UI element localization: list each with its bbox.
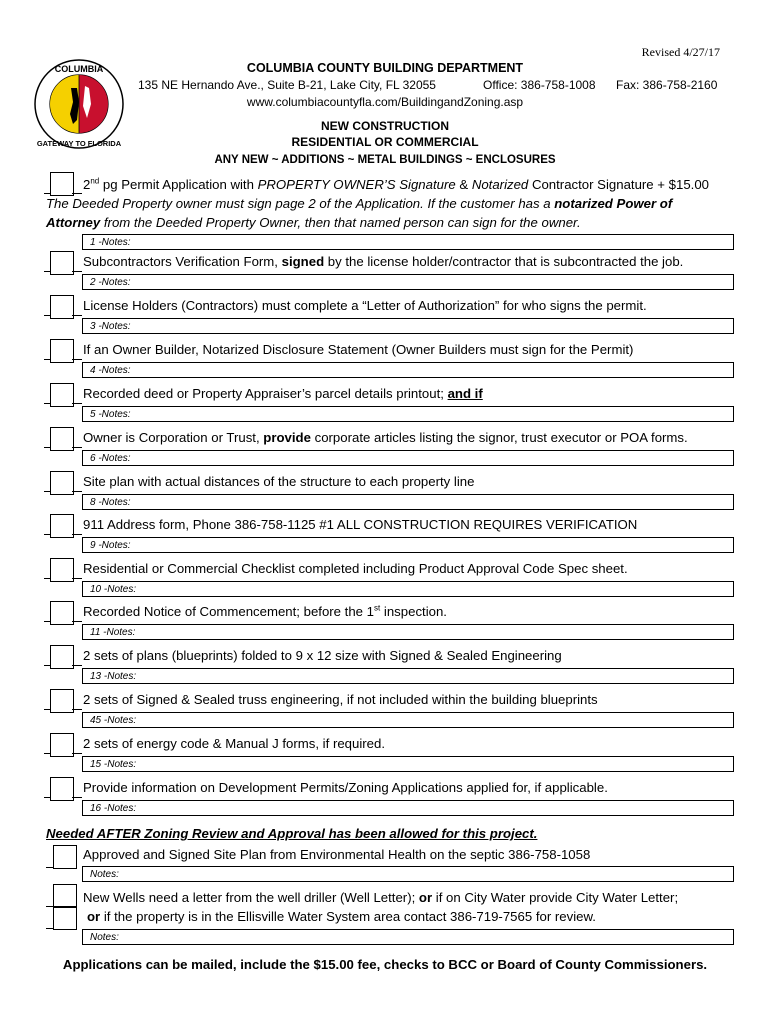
form-title: NEW CONSTRUCTION [321,119,449,133]
item-14-text: Provide information on Development Permits/Zoning Applications applied for, if applicable. [83,780,608,795]
item-2-text: Subcontractors Verification Form, signed by the license holder/contractor that is subcontracted the job. [83,254,684,269]
notes-field-5[interactable]: 5 -Notes: [82,406,734,422]
checkbox-item-7[interactable] [50,471,74,495]
notes-field-9[interactable]: 10 -Notes: [82,581,734,597]
notes-field-10[interactable]: 11 -Notes: [82,624,734,640]
divider [44,403,50,404]
divider [72,797,82,798]
divider [72,491,82,492]
divider [72,621,82,622]
checkbox-item-12[interactable] [50,689,74,713]
svg-text:GATEWAY TO FLORIDA: GATEWAY TO FLORIDA [36,139,122,148]
checkbox-item-8[interactable] [50,514,74,538]
notes-field-11[interactable]: 13 -Notes: [82,668,734,684]
divider [72,359,82,360]
notes-field-6[interactable]: 6 -Notes: [82,450,734,466]
office-phone: Office: 386-758-1008 [483,78,596,92]
item-10-text: Recorded Notice of Commencement; before the 1st inspection. [83,603,447,619]
item-11-text: 2 sets of plans (blueprints) folded to 9 x 12 size with Signed & Sealed Engineering [83,648,562,663]
divider [44,491,50,492]
notes-field-14[interactable]: 16 -Notes: [82,800,734,816]
divider [44,447,50,448]
checkbox-item-6[interactable] [50,427,74,451]
checkbox-item-14[interactable] [50,777,74,801]
checkbox-item-3[interactable] [50,295,74,319]
address: 135 NE Hernando Ave., Suite B-21, Lake City, FL 32055 [138,78,436,92]
divider [72,271,82,272]
item-3-text: License Holders (Contractors) must complete a “Letter of Authorization” for who signs the permit. [83,298,647,313]
divider [44,753,50,754]
divider [72,534,82,535]
checkbox-item-13[interactable] [50,733,74,757]
checkbox-item-9[interactable] [50,558,74,582]
divider [46,867,53,868]
item-4-text: If an Owner Builder, Notarized Disclosure Statement (Owner Builders must sign for the Permit) [83,342,634,357]
form-scope: ANY NEW ~ ADDITIONS ~ METAL BUILDINGS ~ ENCLOSURES [214,154,556,166]
notes-field-13[interactable]: 15 -Notes: [82,756,734,772]
notes-field-7[interactable]: 8 -Notes: [82,494,734,510]
divider [44,665,50,666]
checkbox-item-2[interactable] [50,251,74,275]
item-9-text: Residential or Commercial Checklist completed including Product Approval Code Spec sheet. [83,561,628,576]
notes-field-12[interactable]: 45 -Notes: [82,712,734,728]
divider [72,315,82,316]
divider [44,709,50,710]
notes-field-3[interactable]: 3 -Notes: [82,318,734,334]
divider [44,534,50,535]
notes-field-1[interactable]: 1 -Notes: [82,234,734,250]
address-line [138,78,738,92]
divider [72,447,82,448]
form-subtitle: RESIDENTIAL OR COMMERCIAL [291,135,479,149]
divider [72,709,82,710]
divider [44,271,50,272]
divider [72,403,82,404]
checkbox-item-5[interactable] [50,383,74,407]
ellisville-text: or if the property is in the Ellisville Water System area contact 386-719-7565 for review. [87,909,596,924]
divider [44,578,50,579]
section-heading: Needed AFTER Zoning Review and Approval has been allowed for this project. [46,826,538,841]
divider [44,359,50,360]
item-6-text: Owner is Corporation or Trust, provide corporate articles listing the signor, trust executor or POA forms. [83,430,688,445]
notes-field-2[interactable]: 2 -Notes: [82,274,734,290]
divider [46,906,53,907]
item-7-text: Site plan with actual distances of the structure to each property line [83,474,475,489]
footer-instructions: Applications can be mailed, include the $15.00 fee, checks to BCC or Board of County Commissioners. [62,957,708,972]
notes-field-8[interactable]: 9 -Notes: [82,537,734,553]
checkbox-item-11[interactable] [50,645,74,669]
divider [72,665,82,666]
divider [44,797,50,798]
notes-field-4[interactable]: 4 -Notes: [82,362,734,378]
checkbox-item-1[interactable] [50,172,74,196]
item-1-text: 2nd pg Permit Application with PROPERTY OWNER’S Signature & Notarized Contractor Signature + $15.00 [83,176,709,192]
item-13-text: 2 sets of energy code & Manual J forms, if required. [83,736,385,751]
checkbox-item-4[interactable] [50,339,74,363]
divider [46,928,53,929]
divider [72,753,82,754]
notes-field-septic[interactable]: Notes: [82,866,734,882]
checkbox-item-10[interactable] [50,601,74,625]
divider [44,621,50,622]
item-5-text: Recorded deed or Property Appraiser’s parcel details printout; and if [83,386,483,401]
website-link[interactable]: www.columbiacountyfla.com/BuildingandZoning.asp [246,95,524,109]
checkbox-ellisville[interactable] [53,906,77,930]
checkbox-septic[interactable] [53,845,77,869]
checkbox-well-letter[interactable] [53,884,77,908]
revised-date: Revised 4/27/17 [641,45,720,59]
well-letter-text: New Wells need a letter from the well driller (Well Letter); or if on City Water provide City Water Letter; [83,890,679,905]
divider [72,578,82,579]
county-seal-logo [33,58,125,150]
svg-text:COLUMBIA: COLUMBIA [54,64,104,74]
department-name: COLUMBIA COUNTY BUILDING DEPARTMENT [246,61,524,75]
fax-number: Fax: 386-758-2160 [616,78,718,92]
divider [44,315,50,316]
item-12-text: 2 sets of Signed & Sealed truss engineering, if not included within the building blueprints [83,692,598,707]
notes-field-water[interactable]: Notes: [82,929,734,945]
item-8-text: 911 Address form, Phone 386-758-1125 #1 ALL CONSTRUCTION REQUIRES VERIFICATION [83,517,638,532]
item-1-owner-note: The Deeded Property owner must sign page 2 of the Application. If the customer has a notarized Power of Attorney from the Deeded Property Owner, then that named person can sign for the owner. [46,196,673,230]
septic-site-plan-text: Approved and Signed Site Plan from Environmental Health on the septic 386-758-1058 [83,847,591,862]
